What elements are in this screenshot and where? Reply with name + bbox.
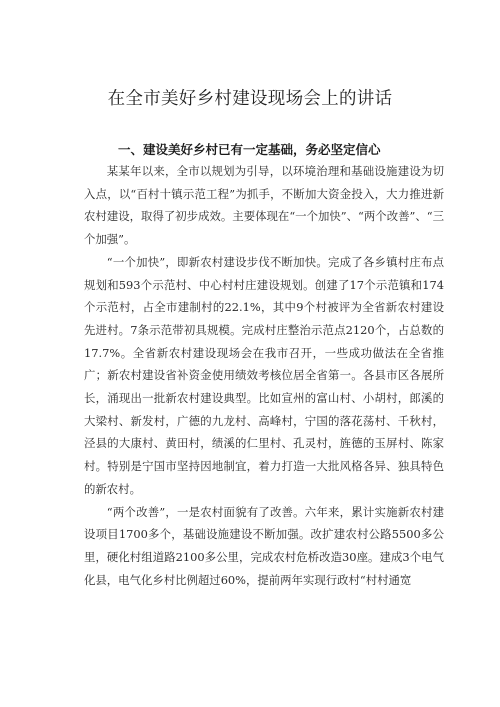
paragraph-two-improvements: “两个改善”，一是农村面貌有了改善。六年来，累计实施新农村建设项目1700多个，基础设施建设不断加强。改扩建农村公路5500多公里，硬化村组道路2100多公里，完成农村危桥改造30座。建成3个电气化县，电气化乡村比例超过60%，提前两年实现行政村“村村通宽 [84,504,444,587]
section-heading: 一、建设美好乡村已有一定基础，务必坚定信心 [118,142,381,157]
body-text [84,160,444,591]
paragraph-intro: 某某年以来，全市以规划为引导，以环境治理和基础设施建设为切入点，以“百村十镇示范工程”为抓手，不断加大资金投入，大力推进新农村建设，取得了初步成效。主要体现在“一个加快”、“两个改善”、“三个加强”。 [84,164,444,247]
paragraph-one-acceleration: “一个加快”，即新农村建设步伐不断加快。完成了各乡镇村庄布点规划和593个示范村、中心村村庄建设规划。创建了17个示范镇和174个示范村，占全市建制村的22.1%，其中9个村被评为全省新农村建设先进村。7条示范带初具规模。完成村庄整治示范点2120个，占总数的17.7%。全省新农村建设现场会在我市召开，一些成功做法在全省推广；新农村建设省补资金使用绩效考核位居全省第一。各县市区各展所长，涌现出一批新农村建设典型。比如宣州的富山村、小胡村，郎溪的大梁村、新发村，广德的九龙村、高峰村，宁国的落花荡村、千秋村，泾县的大康村、黄田村，绩溪的仁里村、孔灵村，旌德的玉屏村、陈家村。特别是宁国市坚持因地制宜，着力打造一大批风格各异、独具特色的新农村。 [84,254,444,496]
document-title: 在全市美好乡村建设现场会上的讲话 [107,89,393,109]
